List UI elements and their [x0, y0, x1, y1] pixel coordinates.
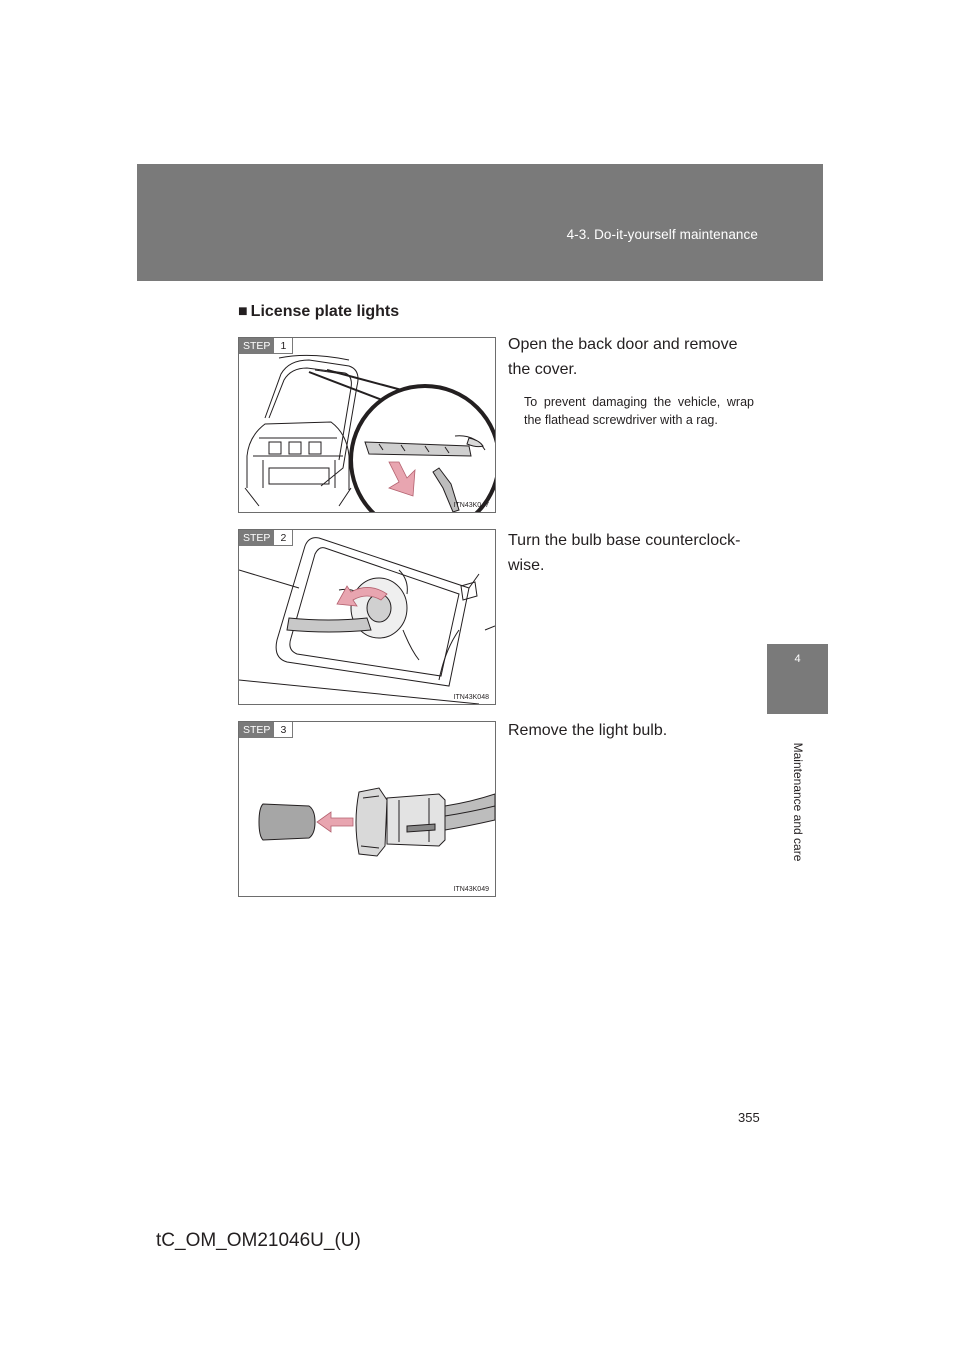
light-bulb-illustration: [239, 722, 495, 896]
step-1-badge: [239, 338, 293, 354]
section-title: [238, 303, 399, 321]
step-1-note: To prevent damaging the vehicle, wrap the flathead screwdriver with a rag.: [524, 395, 754, 427]
chapter-title: Maintenance and care: [791, 742, 805, 862]
step-3-figure: [238, 721, 496, 897]
step-badge-number: 3: [274, 722, 293, 738]
step-badge-number: 1: [274, 338, 293, 354]
step-badge-word: STEP: [239, 722, 274, 738]
step-badge-word: STEP: [239, 338, 274, 354]
step-3-instruction: Remove the light bulb.: [508, 722, 668, 739]
header-section-title: 4-3. Do-it-yourself maintenance: [566, 227, 758, 242]
step-badge-word: STEP: [239, 530, 274, 546]
section-bullet: ■: [238, 303, 248, 320]
page-number: 355: [738, 1110, 760, 1125]
step-1-figure: [238, 337, 496, 513]
bulb-base-illustration: [239, 530, 495, 704]
section-title-text: License plate lights: [250, 303, 400, 320]
figure-code: ITN43K048: [453, 694, 489, 701]
step-3-badge: [239, 722, 293, 738]
chapter-tab[interactable]: [767, 644, 828, 714]
step-badge-number: 2: [274, 530, 293, 546]
step-2-figure: [238, 529, 496, 705]
header-band: [137, 164, 823, 281]
step-2-badge: [239, 530, 293, 546]
step-1-instruction: Open the back door and remove the cover.: [508, 336, 738, 378]
figure-code: ITN43K049: [453, 886, 489, 893]
step-2-instruction: Turn the bulb base counterclock-wise.: [508, 532, 741, 574]
document-code: tC_OM_OM21046U_(U): [156, 1230, 361, 1251]
chapter-number: 4: [794, 653, 801, 665]
figure-code: ITN43K047: [453, 502, 489, 509]
back-door-illustration: [239, 338, 495, 512]
